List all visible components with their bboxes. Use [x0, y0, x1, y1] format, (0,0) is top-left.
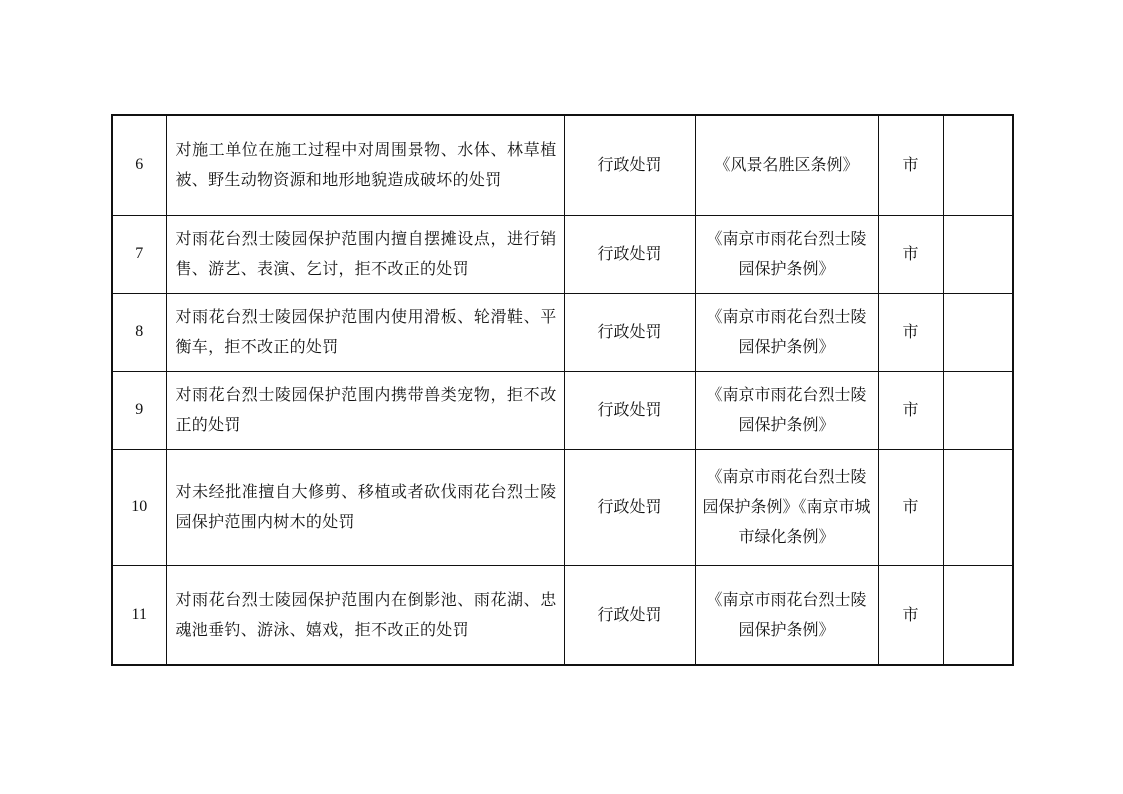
jurisdiction-level: 市 [878, 215, 943, 293]
legal-basis: 《南京市雨花台烈士陵园保护条例》 [695, 215, 878, 293]
penalty-type: 行政处罚 [564, 293, 695, 371]
jurisdiction-level: 市 [878, 293, 943, 371]
remark-cell [943, 215, 1013, 293]
penalty-item: 对雨花台烈士陵园保护范围内擅自摆摊设点，进行销售、游艺、表演、乞讨，拒不改正的处罚 [166, 215, 564, 293]
legal-basis: 《南京市雨花台烈士陵园保护条例》 [695, 371, 878, 449]
penalty-type: 行政处罚 [564, 565, 695, 665]
remark-cell [943, 565, 1013, 665]
penalty-item: 对雨花台烈士陵园保护范围内携带兽类宠物，拒不改正的处罚 [166, 371, 564, 449]
remark-cell [943, 449, 1013, 565]
row-number: 9 [112, 371, 166, 449]
penalty-item: 对未经批准擅自大修剪、移植或者砍伐雨花台烈士陵园保护范围内树木的处罚 [166, 449, 564, 565]
table-row [112, 293, 1013, 371]
penalty-item: 对施工单位在施工过程中对周围景物、水体、林草植被、野生动物资源和地形地貌造成破坏的处罚 [166, 115, 564, 215]
legal-basis: 《风景名胜区条例》 [695, 115, 878, 215]
row-number: 11 [112, 565, 166, 665]
remark-cell [943, 293, 1013, 371]
table-row [112, 565, 1013, 665]
legal-basis: 《南京市雨花台烈士陵园保护条例》《南京市城市绿化条例》 [695, 449, 878, 565]
penalty-type: 行政处罚 [564, 371, 695, 449]
row-number: 6 [112, 115, 166, 215]
remark-cell [943, 371, 1013, 449]
jurisdiction-level: 市 [878, 565, 943, 665]
legal-basis: 《南京市雨花台烈士陵园保护条例》 [695, 565, 878, 665]
table-row [112, 371, 1013, 449]
penalty-items-table [111, 114, 1014, 666]
table-row [112, 215, 1013, 293]
jurisdiction-level: 市 [878, 115, 943, 215]
row-number: 7 [112, 215, 166, 293]
table-row [112, 115, 1013, 215]
penalty-item: 对雨花台烈士陵园保护范围内在倒影池、雨花湖、忠魂池垂钓、游泳、嬉戏，拒不改正的处罚 [166, 565, 564, 665]
remark-cell [943, 115, 1013, 215]
penalty-type: 行政处罚 [564, 215, 695, 293]
row-number: 10 [112, 449, 166, 565]
jurisdiction-level: 市 [878, 371, 943, 449]
jurisdiction-level: 市 [878, 449, 943, 565]
table-body [112, 115, 1013, 665]
penalty-type: 行政处罚 [564, 115, 695, 215]
legal-basis: 《南京市雨花台烈士陵园保护条例》 [695, 293, 878, 371]
table-row [112, 449, 1013, 565]
penalty-item: 对雨花台烈士陵园保护范围内使用滑板、轮滑鞋、平衡车，拒不改正的处罚 [166, 293, 564, 371]
row-number: 8 [112, 293, 166, 371]
penalty-type: 行政处罚 [564, 449, 695, 565]
